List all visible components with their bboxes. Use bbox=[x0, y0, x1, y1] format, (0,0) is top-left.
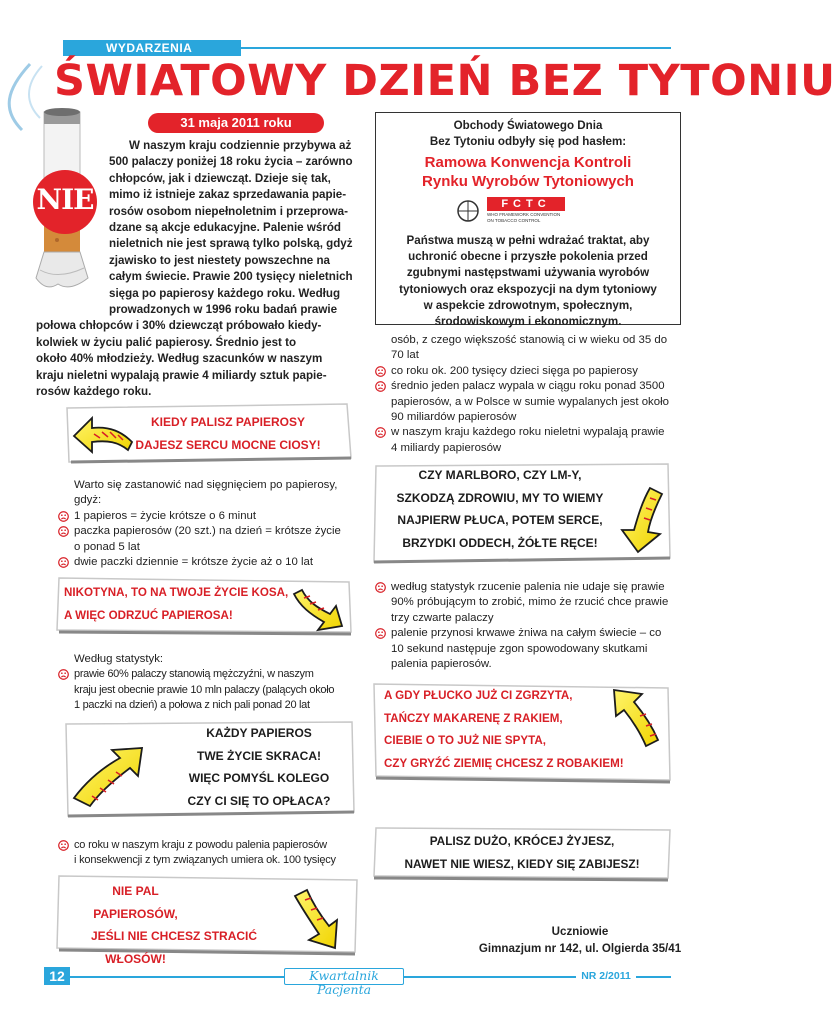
fact-item bbox=[375, 425, 685, 456]
fact-item bbox=[58, 524, 360, 555]
signature bbox=[440, 923, 720, 957]
slogan-line: PALISZ DUŻO, KRÓCEJ ŻYJESZ, bbox=[429, 834, 615, 848]
fact-text: i konsekwencji z tym związanych umiera ok. 100 tysięcy bbox=[74, 854, 336, 867]
fact-item bbox=[58, 509, 360, 524]
lead-line: około 40% młodzieży. Według szacunków w naszym bbox=[36, 352, 323, 366]
sad-face-icon bbox=[375, 381, 386, 392]
signature-line: Uczniowie bbox=[551, 925, 609, 938]
fact-text: dwie paczki dziennie = krótsze życie aż o 10 lat bbox=[74, 556, 314, 569]
slogan-line: KAŻDY PAPIEROS bbox=[206, 726, 312, 740]
lead-line: chłopców, jak i dziewcząt. Dzieje się tak, bbox=[109, 171, 331, 185]
infobox-title-line: Ramowa Konwencja Kontroli bbox=[424, 154, 632, 171]
quit-facts bbox=[375, 580, 685, 672]
fact-item bbox=[375, 379, 685, 425]
fact-text: papierosów, a w Polsce w sumie wypalanych jest około bbox=[391, 395, 669, 408]
slogan-line: JEŚLI NIE CHCESZ STRACIĆ bbox=[91, 929, 258, 943]
slogan-line: KIEDY PALISZ PAPIEROSY bbox=[150, 415, 306, 429]
fact-text: 90% próbującym to zrobić, mimo że rzucić chce prawie bbox=[391, 596, 669, 609]
page-number: 12 bbox=[44, 967, 70, 985]
fact-list bbox=[58, 478, 360, 570]
sad-face-icon bbox=[58, 557, 69, 568]
fact-text: palenia papierosów. bbox=[391, 658, 492, 671]
fact-text: co roku ok. 200 tysięcy dzieci sięga po papierosy bbox=[391, 364, 638, 377]
fact-item bbox=[375, 580, 685, 626]
fact-text: 10 sekund następuje zgon spowodowany skutkami bbox=[391, 642, 648, 655]
fctc-logo-caption: WHO FRAMEWORK CONVENTION bbox=[487, 212, 561, 217]
fact-text: 4 miliardy papierosów bbox=[391, 441, 502, 454]
infobox-intro-line: Bez Tytoniu odbyły się pod hasłem: bbox=[429, 135, 627, 148]
lead-line: całym świecie. Prawie 200 tysięcy nieletnich bbox=[109, 270, 353, 284]
fact-text: według statystyk rzucenie palenia nie udaje się prawie bbox=[391, 581, 665, 593]
fact-item bbox=[58, 555, 360, 570]
fact-item bbox=[375, 626, 685, 672]
lead-line: W naszym kraju codziennie przybywa aż bbox=[129, 139, 352, 152]
slogan-line: NAJPIERW PŁUCA, POTEM SERCE, bbox=[397, 513, 603, 527]
section-label: WYDARZENIA bbox=[106, 41, 193, 55]
lead-line: kolwiek w życiu palić papierosy. Średnio jest to bbox=[36, 335, 297, 349]
lead-line: zjawisko to jest niestety powszechne na bbox=[109, 253, 330, 267]
arrow-icon bbox=[66, 740, 148, 810]
fact-item bbox=[375, 364, 685, 379]
lead-line: sięga po papierosy każdego roku. Według bbox=[109, 286, 341, 300]
stat-intro: Według statystyk: bbox=[74, 653, 164, 665]
arrow-icon bbox=[70, 412, 140, 456]
arrow-icon bbox=[604, 686, 666, 750]
fact-text: 70 lat bbox=[391, 349, 419, 362]
signature-line: Gimnazjum nr 142, ul. Olgierda 35/41 bbox=[478, 942, 682, 955]
fact-list-right bbox=[375, 333, 685, 456]
slogan-line: SZKODZĄ ZDROWIU, MY TO WIEMY bbox=[396, 490, 604, 505]
mortality-fact bbox=[58, 838, 363, 869]
sad-face-icon bbox=[375, 628, 386, 639]
lead-line: kraju nieletni wypalają prawie 4 miliardy sztuk papie- bbox=[36, 368, 327, 382]
infobox-body-line: tytoniowych oraz ekspozycji na dym tytoniowy bbox=[399, 282, 657, 296]
page-title: ŚWIATOWY DZIEŃ BEZ TYTONIU bbox=[54, 56, 836, 106]
lead-line: nieletnich nie jest sprawą tylko polską, gdyż bbox=[109, 237, 353, 251]
slogan-line: TWE ŻYCIE SKRACA! bbox=[197, 748, 321, 763]
lead-line: prowadzonych w 1996 roku badań prawie bbox=[109, 303, 338, 317]
sad-face-icon bbox=[375, 366, 386, 377]
fctc-logo bbox=[453, 197, 603, 225]
journal-name: Kwartalnik Pacjenta bbox=[284, 968, 404, 985]
sad-face-icon bbox=[58, 840, 69, 851]
slogan-line: CIEBIE O TO JUŻ NIE SPYTA, bbox=[384, 734, 546, 747]
fact-intro: gdyż: bbox=[74, 494, 102, 507]
infobox-body-line: środowiskowym i ekonomicznym. bbox=[434, 315, 622, 329]
arrow-icon bbox=[616, 482, 672, 556]
stat-text: 1 paczki na dzień) a połowa z nich pali ponad 20 lat bbox=[74, 699, 310, 712]
fact-text: paczka papierosów (20 szt.) na dzień = krótsze życie bbox=[74, 525, 341, 538]
slogan-line: A GDY PŁUCKO JUŻ CI ZGRZYTA, bbox=[384, 689, 573, 702]
slogan-line: WŁOSÓW! bbox=[105, 951, 166, 966]
infobox-body-line: w aspekcie zdrowotnym, społecznym, bbox=[423, 298, 633, 312]
slogan-line: TAŃCZY MAKARENĘ Z RAKIEM, bbox=[384, 711, 563, 725]
slogan-line: CZY CI SIĘ TO OPŁACA? bbox=[187, 793, 331, 808]
lead-line: połowa chłopców i 30% dziewcząt próbowało kiedy- bbox=[36, 319, 322, 333]
infobox-body-line: uchronić obecne i przyszłe pokolenia przed bbox=[408, 250, 648, 264]
fact-text: w naszym kraju każdego roku nieletni wypalają prawie bbox=[391, 426, 665, 439]
slogan-line: DAJESZ SERCU MOCNE CIOSY! bbox=[135, 437, 321, 452]
arrow-icon bbox=[288, 586, 348, 636]
fctc-logo-text: FCTC bbox=[487, 197, 565, 211]
sad-face-icon bbox=[58, 669, 69, 680]
stat-text: kraju jest obecnie prawie 10 mln palaczy (palących około bbox=[74, 683, 335, 696]
fact-intro: Warto się zastanowić nad sięgnięciem po papierosy, bbox=[74, 479, 338, 491]
infobox-body-line: zgubnymi następstwami używania wyrobów bbox=[406, 266, 650, 280]
fact-text: trzy czwarte palaczy bbox=[391, 611, 494, 624]
fctc-info-box bbox=[375, 112, 681, 329]
lead-line: dzane są akcje edukacyjne. Palenie wśród bbox=[109, 221, 341, 235]
infobox-body-line: Państwa muszą w pełni wdrażać traktat, aby bbox=[406, 234, 650, 247]
who-emblem-icon bbox=[453, 199, 483, 223]
sad-face-icon bbox=[58, 526, 69, 537]
section-rule bbox=[241, 47, 671, 49]
stat-item bbox=[58, 667, 363, 713]
slogan-line: WIĘC POMYŚL KOLEGO bbox=[188, 771, 330, 785]
fact-text: o ponad 5 lat bbox=[74, 540, 140, 553]
fact-text: średnio jeden palacz wypala w ciągu roku ponad 3500 bbox=[391, 380, 665, 393]
sad-face-icon bbox=[375, 427, 386, 438]
slogan-line: NIE PAL PAPIEROSÓW, bbox=[93, 884, 178, 921]
date-badge: 31 maja 2011 roku bbox=[148, 113, 324, 133]
fact-text: palenie przynosi krwawe żniwa na całym świecie – co bbox=[391, 627, 662, 640]
statistics-list bbox=[58, 652, 363, 714]
arrow-icon bbox=[285, 884, 347, 954]
stat-text: prawie 60% palaczy stanowią mężczyźni, w naszym bbox=[74, 668, 314, 681]
lead-line: rosów osobom niepełnoletnim i przeprowa- bbox=[109, 204, 348, 218]
fact-text: co roku w naszym kraju z powodu palenia papierosów bbox=[74, 839, 327, 851]
infobox-intro-line: Obchody Światowego Dnia bbox=[453, 119, 603, 132]
fact-text: 1 papieros = życie krótsze o 6 minut bbox=[74, 509, 257, 522]
slogan-line: BRZYDKI ODDECH, ŻÓŁTE RĘCE! bbox=[402, 535, 598, 550]
fact-text: osób, z czego większość stanowią ci w wieku od 35 do bbox=[391, 334, 668, 346]
lead-paragraph bbox=[36, 138, 359, 401]
slogan-line: CZY GRYŹĆ ZIEMIĘ CHCESZ Z ROBAKIEM! bbox=[384, 756, 624, 770]
lead-line: 500 palaczy poniżej 18 roku życia – zarówno bbox=[109, 155, 353, 169]
infobox-title-line: Rynku Wyrobów Tytoniowych bbox=[422, 173, 634, 190]
fact-text: 90 miliardów papierosów bbox=[391, 411, 517, 424]
lead-line: mimo iż istnieje zakaz sprzedawania papie- bbox=[109, 188, 347, 202]
fact-item bbox=[58, 838, 363, 869]
sad-face-icon bbox=[58, 511, 69, 522]
nie-badge-label: NIE bbox=[36, 183, 94, 216]
slogan-line: A WIĘC ODRZUĆ PAPIEROSA! bbox=[64, 608, 233, 622]
slogan-box bbox=[372, 826, 672, 882]
slogan-line: CZY MARLBORO, CZY LM-Y, bbox=[418, 468, 582, 482]
slogan-line: NIKOTYNA, TO NA TWOJE ŻYCIE KOSA, bbox=[64, 586, 289, 599]
issue-number: NR 2/2011 bbox=[576, 968, 636, 984]
fctc-logo-caption: ON TOBACCO CONTROL bbox=[487, 218, 541, 223]
sad-face-icon bbox=[375, 582, 386, 593]
lead-line: rosów każdego roku. bbox=[36, 385, 152, 399]
slogan-line: NAWET NIE WIESZ, KIEDY SIĘ ZABIJESZ! bbox=[404, 856, 640, 871]
